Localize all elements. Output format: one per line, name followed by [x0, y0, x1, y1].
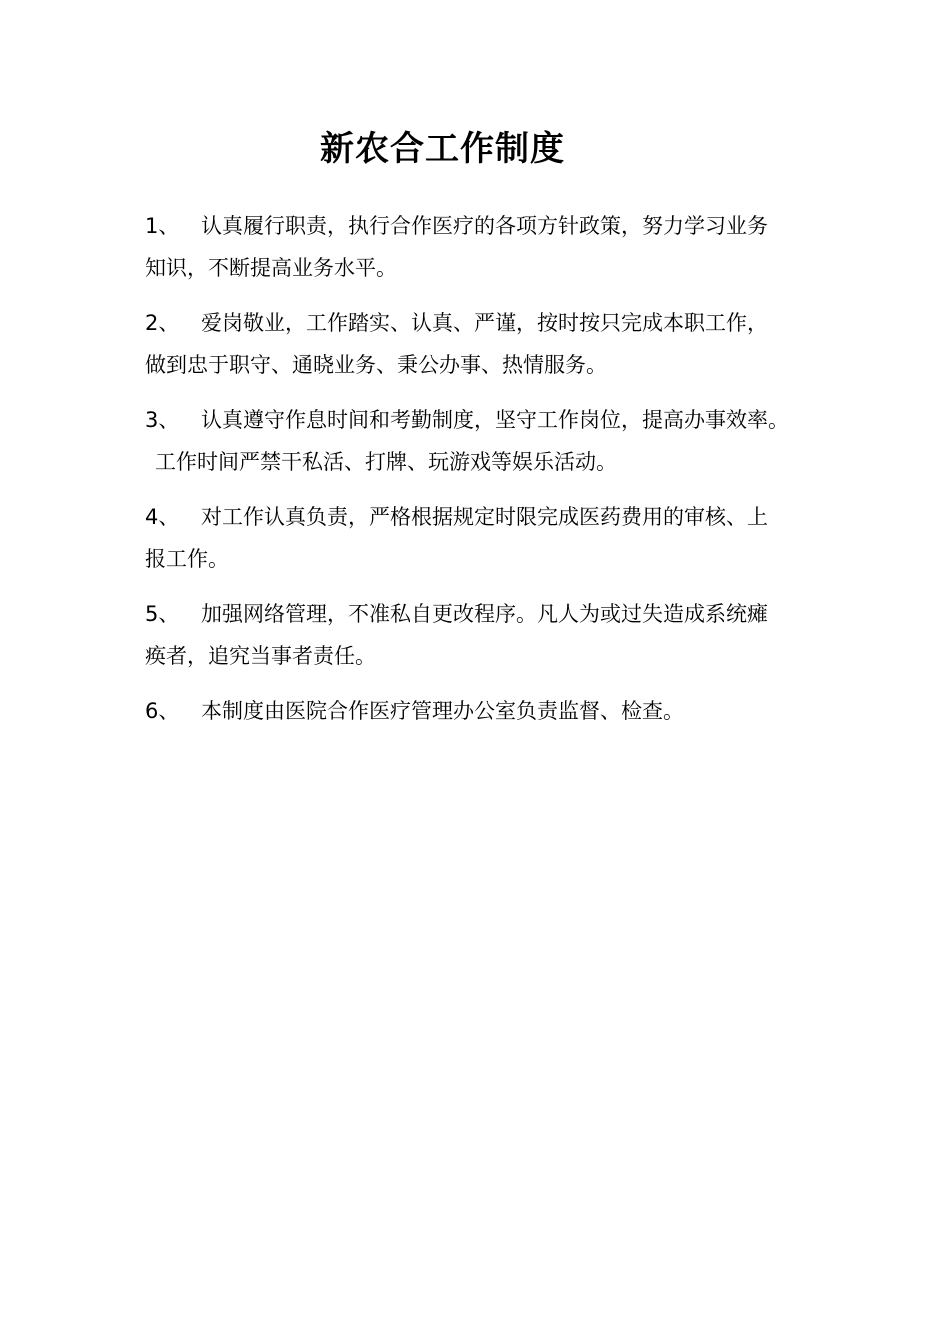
list-item: [145, 690, 825, 732]
list-item: [145, 496, 825, 580]
item-text-line1: 认真遵守作息时间和考勤制度，坚守工作岗位，提高办事效率。: [201, 408, 789, 432]
item-text-line1: 本制度由医院合作医疗管理办公室负责监督、检查。: [201, 699, 684, 723]
item-number: 3、: [145, 408, 180, 432]
item-text-line1: 加强网络管理，不准私自更改程序。凡人为或过失造成系统瘫: [201, 602, 768, 626]
item-text-line2: 做到忠于职守、通晓业务、秉公办事、热情服务。: [145, 353, 607, 377]
page-title: 新农合工作制度: [320, 129, 565, 169]
item-number: 5、: [145, 602, 180, 626]
list-item: [145, 205, 825, 289]
item-number: 6、: [145, 699, 180, 723]
item-text-line1: 爱岗敬业，工作踏实、认真、严谨，按时按只完成本职工作，: [201, 311, 768, 335]
item-text-line2: 知识，不断提高业务水平。: [145, 256, 397, 280]
item-text-line2: 工作时间严禁干私活、打牌、玩游戏等娱乐活动。: [155, 450, 617, 474]
item-text-line1: 认真履行职责，执行合作医疗的各项方针政策，努力学习业务: [201, 214, 768, 238]
item-text-line1: 对工作认真负责，严格根据规定时限完成医药费用的审核、上: [201, 505, 768, 529]
item-number: 4、: [145, 505, 180, 529]
item-number: 1、: [145, 214, 180, 238]
item-text-line2: 报工作。: [145, 547, 229, 571]
list-item: [145, 399, 825, 483]
list-item: [145, 302, 825, 386]
list-item: [145, 593, 825, 677]
item-number: 2、: [145, 311, 180, 335]
item-text-line2: 痪者，追究当事者责任。: [145, 644, 376, 668]
